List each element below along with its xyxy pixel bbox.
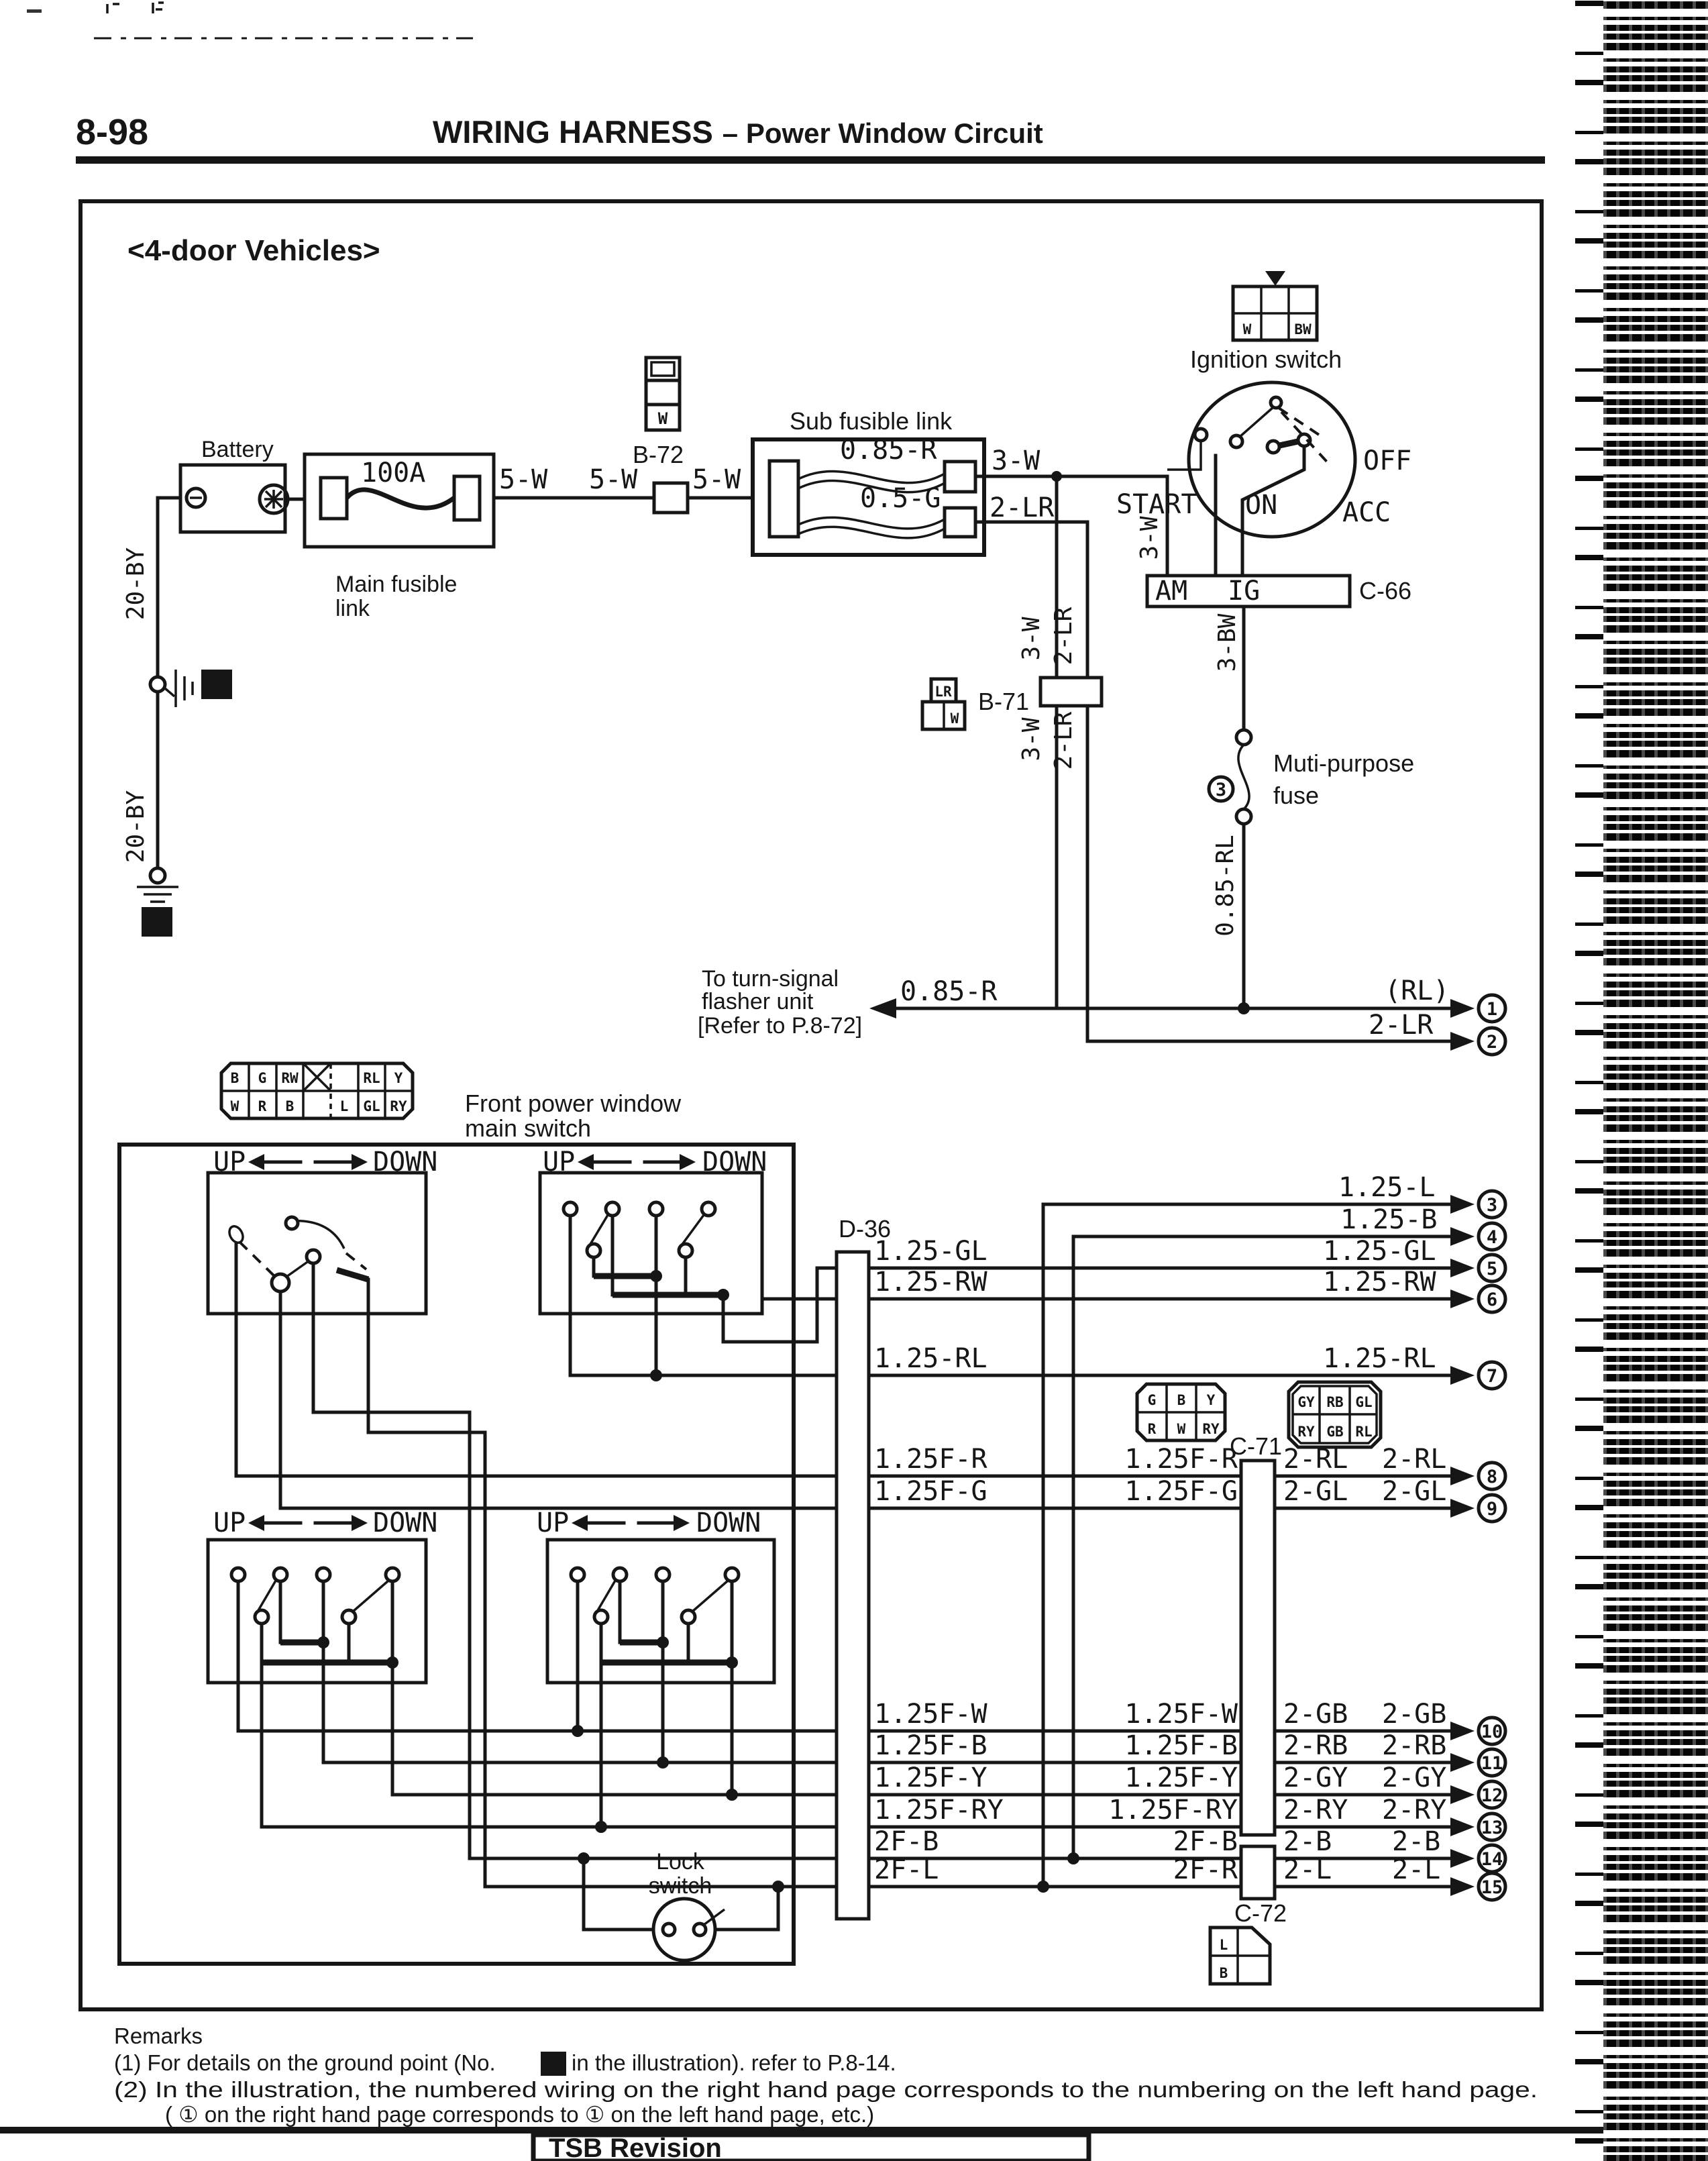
ground-2: 2 (211, 676, 223, 697)
circled-9: 9 (1486, 1499, 1498, 1520)
switch-unit-b (540, 1173, 762, 1314)
down-b: DOWN (702, 1147, 767, 1177)
d36-label: D-36 (839, 1215, 892, 1243)
label-r14-m: 2F-B (1173, 1826, 1238, 1857)
c71-t2-gb: GB (1326, 1424, 1344, 1440)
label-r12-m: 1.25F-Y (1124, 1762, 1238, 1793)
label-r8-l: 1.25F-R (874, 1444, 988, 1475)
label-125L: 1.25-L (1338, 1172, 1436, 1203)
label-r10-r2: 2-GB (1382, 1699, 1447, 1730)
label-r11-m: 1.25F-B (1124, 1730, 1238, 1761)
circled-10: 10 (1481, 1722, 1503, 1742)
pin-t1: G (258, 1070, 267, 1086)
circled-13: 13 (1481, 1817, 1503, 1838)
c66-label: C-66 (1359, 577, 1412, 604)
svg-text:WIRING HARNESS– Power Window C (433, 114, 1043, 150)
circled-7: 7 (1486, 1366, 1498, 1387)
circled-8: 8 (1486, 1467, 1498, 1487)
up-a: UP (213, 1147, 246, 1177)
label-r9-m: 1.25F-G (1124, 1476, 1238, 1507)
circled-11: 11 (1481, 1753, 1503, 1774)
circled-1: 1 (1486, 999, 1498, 1020)
c71-t2-gl: GL (1355, 1394, 1373, 1410)
scan-artifacts (27, 3, 473, 38)
pin-t0: B (230, 1070, 239, 1086)
c71-t2-rb: RB (1326, 1394, 1344, 1410)
c72-cell-b: B (1219, 1965, 1228, 1981)
b71-feeders (922, 445, 1450, 1041)
lock-label-2: switch (648, 1873, 712, 1899)
battery (180, 437, 288, 532)
c71-connector-bar (1241, 1461, 1275, 1835)
circled-3: 3 (1486, 1195, 1498, 1216)
main-link-amps: 100A (361, 458, 426, 488)
battery-label: Battery (201, 437, 274, 462)
c66-am: AM (1155, 576, 1188, 607)
ignition-label: Ignition switch (1190, 346, 1342, 373)
label-r14-l: 2F-B (874, 1826, 939, 1857)
label-125RW-r: 1.25-RW (1323, 1267, 1436, 1298)
pin-b0: W (230, 1098, 239, 1114)
label-125RW-l: 1.25-RW (874, 1267, 988, 1298)
c71-t1-w: W (1177, 1421, 1186, 1437)
main-switch-label-2: main switch (465, 1114, 592, 1142)
fuse-label-2: fuse (1273, 782, 1320, 809)
main-fusible-link (288, 454, 494, 621)
label-125GL-l: 1.25-GL (874, 1236, 988, 1267)
label-r13-r1: 2-RY (1283, 1795, 1348, 1826)
down-d: DOWN (696, 1508, 761, 1538)
wire-rl: (RL) (1385, 976, 1450, 1006)
sub-fuse-bottom-label: 0.5-G (860, 483, 941, 514)
ign-acc: ACC (1342, 497, 1391, 528)
wire-2lr-below-b71: 2-LR (1050, 711, 1077, 770)
wire-5w-1: 5-W (499, 464, 548, 495)
tsb-label: TSB Revision (549, 2133, 722, 2161)
page-header (76, 112, 1545, 164)
header-topic: – Power Window Circuit (722, 117, 1043, 149)
up-d: UP (537, 1508, 570, 1538)
diagram-title: <4-door Vehicles> (127, 234, 380, 267)
connector-tab-icon (1265, 271, 1285, 286)
wire-2lr-out: 2-LR (990, 492, 1055, 523)
label-r11-l: 1.25F-B (874, 1730, 988, 1761)
wire-20by-2: 20-BY (122, 790, 150, 863)
c71-t2-ry: RY (1297, 1424, 1315, 1440)
c71-label: C-71 (1230, 1432, 1283, 1460)
c71-t2-gy: GY (1297, 1394, 1315, 1410)
label-r9-r2: 2-GL (1382, 1476, 1447, 1507)
remarks-line3: ( ① on the right hand page corresponds to ① on the left hand page, etc.) (165, 2102, 875, 2127)
down-c: DOWN (373, 1508, 438, 1538)
remarks-line2: (2) In the illustration, the numbered wiring on the right hand page corresponds to the numbering on the left hand page. (114, 2077, 1538, 2102)
pin-t6: Y (394, 1070, 403, 1086)
circled-5: 5 (1486, 1259, 1498, 1279)
b72-label: B-72 (633, 441, 684, 468)
sub-fuse-top-label: 0.85-R (840, 435, 937, 466)
b72-connector (494, 358, 753, 513)
c72-connector-bar (1241, 1846, 1275, 1899)
label-r9-r1: 2-GL (1283, 1476, 1348, 1507)
wire-2lr-above-b71: 2-LR (1050, 607, 1077, 666)
circled-14: 14 (1481, 1849, 1503, 1870)
switch-unit-c (208, 1540, 426, 1683)
down-a: DOWN (373, 1147, 438, 1177)
ign-cell-bw: BW (1294, 321, 1312, 337)
header-section: WIRING HARNESS (433, 114, 713, 150)
wire-3w-below-b71: 3-W (1018, 717, 1045, 761)
label-r10-m: 1.25F-W (1124, 1699, 1238, 1730)
battery-ground-wire (122, 498, 232, 937)
ts-line1: To turn-signal (702, 966, 839, 992)
page-number: 8-98 (76, 112, 149, 152)
remarks-title: Remarks (114, 2023, 203, 2048)
fuse-label-1: Muti-purpose (1273, 749, 1415, 777)
label-r14-r2: 2-B (1392, 1826, 1441, 1857)
ign-cell-w: W (1242, 321, 1252, 337)
remarks (114, 2023, 1538, 2127)
remarks-line1-suffix: in the illustration). refer to P.8-14. (572, 2050, 896, 2075)
ignition-switch (1116, 271, 1411, 672)
lock-switch (578, 1849, 784, 1960)
c71-t1-b: B (1177, 1392, 1186, 1408)
switch-unit-d (547, 1540, 774, 1683)
circled-6: 6 (1486, 1289, 1498, 1310)
label-r9-l: 1.25F-G (874, 1476, 988, 1507)
label-125RL-l: 1.25-RL (874, 1343, 988, 1374)
circled-4: 4 (1486, 1227, 1498, 1248)
c72-cell-l: L (1219, 1937, 1228, 1953)
label-r12-l: 1.25F-Y (874, 1762, 988, 1793)
row-annotations (874, 1172, 1505, 1900)
ground-3: 3 (151, 914, 163, 935)
internal-wiring (236, 1243, 837, 1887)
updown-c (213, 1508, 437, 1538)
wire-2lr-row2: 2-LR (1369, 1010, 1434, 1041)
pin-b5: GL (363, 1098, 380, 1114)
remarks-line1-prefix: (1) For details on the ground point (No. (114, 2050, 496, 2075)
c71-t1-y: Y (1206, 1392, 1216, 1408)
wire-3bw: 3-BW (1214, 613, 1241, 672)
c71-t1-r: R (1147, 1421, 1157, 1437)
label-r13-l: 1.25F-RY (874, 1795, 1004, 1826)
header-rule (76, 156, 1545, 164)
lock-label-1: Lock (656, 1849, 704, 1875)
c71-t1-g: G (1147, 1392, 1157, 1408)
label-r13-m: 1.25F-RY (1108, 1795, 1238, 1826)
label-r8-r1: 2-RL (1283, 1444, 1348, 1475)
label-r11-r1: 2-RB (1283, 1730, 1348, 1761)
wire-20by-1: 20-BY (122, 547, 150, 621)
footer (0, 2127, 1603, 2161)
label-r14-r1: 2-B (1283, 1826, 1332, 1857)
pin-b4: L (339, 1098, 349, 1114)
page-binding-strip (1603, 0, 1708, 2161)
label-r8-r2: 2-RL (1382, 1444, 1447, 1475)
label-r10-r1: 2-GB (1283, 1699, 1348, 1730)
pin-t2: RW (281, 1070, 299, 1086)
circled-2: 2 (1486, 1032, 1498, 1053)
label-125RL-r: 1.25-RL (1323, 1343, 1436, 1374)
pin-t5: RL (363, 1070, 380, 1086)
wire-085r: 0.85-R (900, 976, 998, 1007)
main-switch-box (119, 1145, 794, 1964)
updown-headers (213, 1147, 767, 1538)
wire-3w-above-b71: 3-W (1018, 617, 1045, 661)
label-r15-r1: 2-L (1283, 1854, 1332, 1885)
b72-icon-cell: W (657, 409, 668, 428)
remarks-line1-box: 1 (547, 2050, 560, 2075)
label-r10-l: 1.25F-W (874, 1699, 988, 1730)
label-r15-m: 2F-R (1173, 1854, 1238, 1885)
d36-connector-bar (837, 1252, 869, 1919)
ts-line2: flasher unit (702, 989, 814, 1014)
wire-5w-2: 5-W (589, 464, 638, 495)
wire-085rl: 0.85-RL (1212, 835, 1239, 937)
ign-start: START (1116, 489, 1197, 520)
b71-label: B-71 (978, 688, 1030, 715)
label-r8-m: 1.25F-R (1124, 1444, 1238, 1475)
label-r13-r2: 2-RY (1382, 1795, 1447, 1826)
wire-3w-out: 3-W (992, 445, 1040, 476)
pin-b1: R (258, 1098, 267, 1114)
b71-icon-cell: W (950, 710, 959, 727)
label-125GL-r: 1.25-GL (1323, 1236, 1436, 1267)
b71-icon-top: LR (935, 684, 952, 700)
fuse-number: 3 (1215, 780, 1227, 800)
updown-d (537, 1508, 761, 1538)
main-switch-label-1: Front power window (465, 1090, 682, 1117)
main-link-label-2: link (335, 596, 370, 621)
label-r11-r2: 2-RB (1382, 1730, 1447, 1761)
row-labels (874, 1172, 1446, 1885)
label-125B: 1.25-B (1340, 1204, 1438, 1235)
label-r12-r1: 2-GY (1283, 1762, 1348, 1793)
label-r15-r2: 2-L (1392, 1854, 1441, 1885)
sub-fusible-link (753, 407, 984, 555)
pin-b2: B (285, 1098, 295, 1114)
label-r15-l: 2F-L (874, 1854, 939, 1885)
ign-off: OFF (1363, 445, 1412, 476)
wire-5w-3: 5-W (692, 464, 741, 495)
c71-t2-rl: RL (1355, 1424, 1373, 1440)
label-r12-r2: 2-GY (1382, 1762, 1447, 1793)
circled-12: 12 (1481, 1785, 1503, 1806)
c72-connector (1210, 1899, 1287, 1984)
pin-b6: RY (390, 1098, 407, 1114)
main-link-label-1: Main fusible (335, 572, 458, 597)
wire-3w-am: 3-W (1136, 516, 1163, 560)
c71-t1-ry: RY (1202, 1421, 1220, 1437)
up-b: UP (543, 1147, 576, 1177)
ign-on: ON (1245, 490, 1278, 521)
circled-15: 15 (1481, 1877, 1503, 1898)
ts-line3: [Refer to P.8-72] (698, 1013, 863, 1039)
up-c: UP (213, 1508, 246, 1538)
c72-label: C-72 (1234, 1899, 1287, 1927)
switch-unit-a (208, 1173, 426, 1314)
sub-link-label: Sub fusible link (790, 407, 953, 435)
c66-ig: IG (1228, 576, 1261, 607)
main-switch-pin-table (221, 1063, 682, 1142)
